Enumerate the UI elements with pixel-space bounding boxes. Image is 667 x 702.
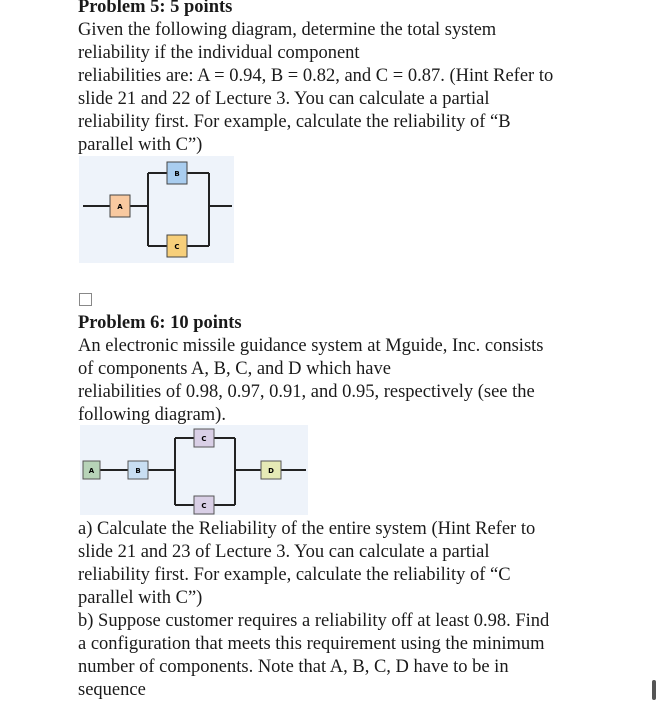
problem6-line: reliabilities of 0.98, 0.97, 0.91, and 0.95, respectively (see the [78,382,535,402]
problem6-title: Problem 6: 10 points [78,313,242,333]
block-c-bottom-label: C [201,502,207,510]
problem5-line: parallel with C”) [78,135,203,155]
problem5-line: reliability first. For example, calculate the reliability of “B [78,112,511,132]
block-c-top-label: C [201,435,207,443]
problem6-text [78,335,543,427]
problem6-line: following diagram). [78,405,226,425]
problem5-text [78,19,553,157]
question-line: slide 21 and 23 of Lecture 3. You can calculate a partial [78,542,490,562]
question-line: sequence [78,680,146,700]
problem5-title: Problem 5: 5 points [78,0,233,17]
problem6-line: of components A, B, C, and D which have [78,359,391,379]
problem5-diagram [79,156,234,263]
problem5-line: Given the following diagram, determine the total system [78,20,497,40]
block-b-label: B [135,467,141,475]
question-line: b) Suppose customer requires a reliability off at least 0.98. Find [78,611,550,631]
block-d-label: D [268,467,274,475]
scrollbar-thumb[interactable] [652,680,656,700]
problem5-diagram-svg [79,156,234,263]
problem6-line: An electronic missile guidance system at Mguide, Inc. consists [78,336,544,356]
block-b-label: B [174,170,180,178]
block-a-label: A [88,467,95,475]
problem6-diagram [80,425,308,515]
problem5-line: reliabilities are: A = 0.94, B = 0.82, and C = 0.87. (Hint Refer to [78,66,554,86]
question-line: parallel with C”) [78,588,203,608]
question-line: number of components. Note that A, B, C, D have to be in [78,657,509,677]
question-line: reliability first. For example, calculate the reliability of “C [78,565,511,585]
answer-checkbox[interactable] [79,293,92,306]
problem5-line: slide 21 and 22 of Lecture 3. You can calculate a partial [78,89,490,109]
block-a-label: A [117,203,123,211]
problem5-line: reliability if the individual component [78,43,360,63]
question-line: a configuration that meets this requirement using the minimum [78,634,545,654]
problem6-diagram-svg [80,425,308,515]
diagram-wires [83,173,232,246]
question-line: a) Calculate the Reliability of the entire system (Hint Refer to [78,519,536,539]
block-c-label: C [174,243,180,251]
problem6-questions [78,518,549,702]
